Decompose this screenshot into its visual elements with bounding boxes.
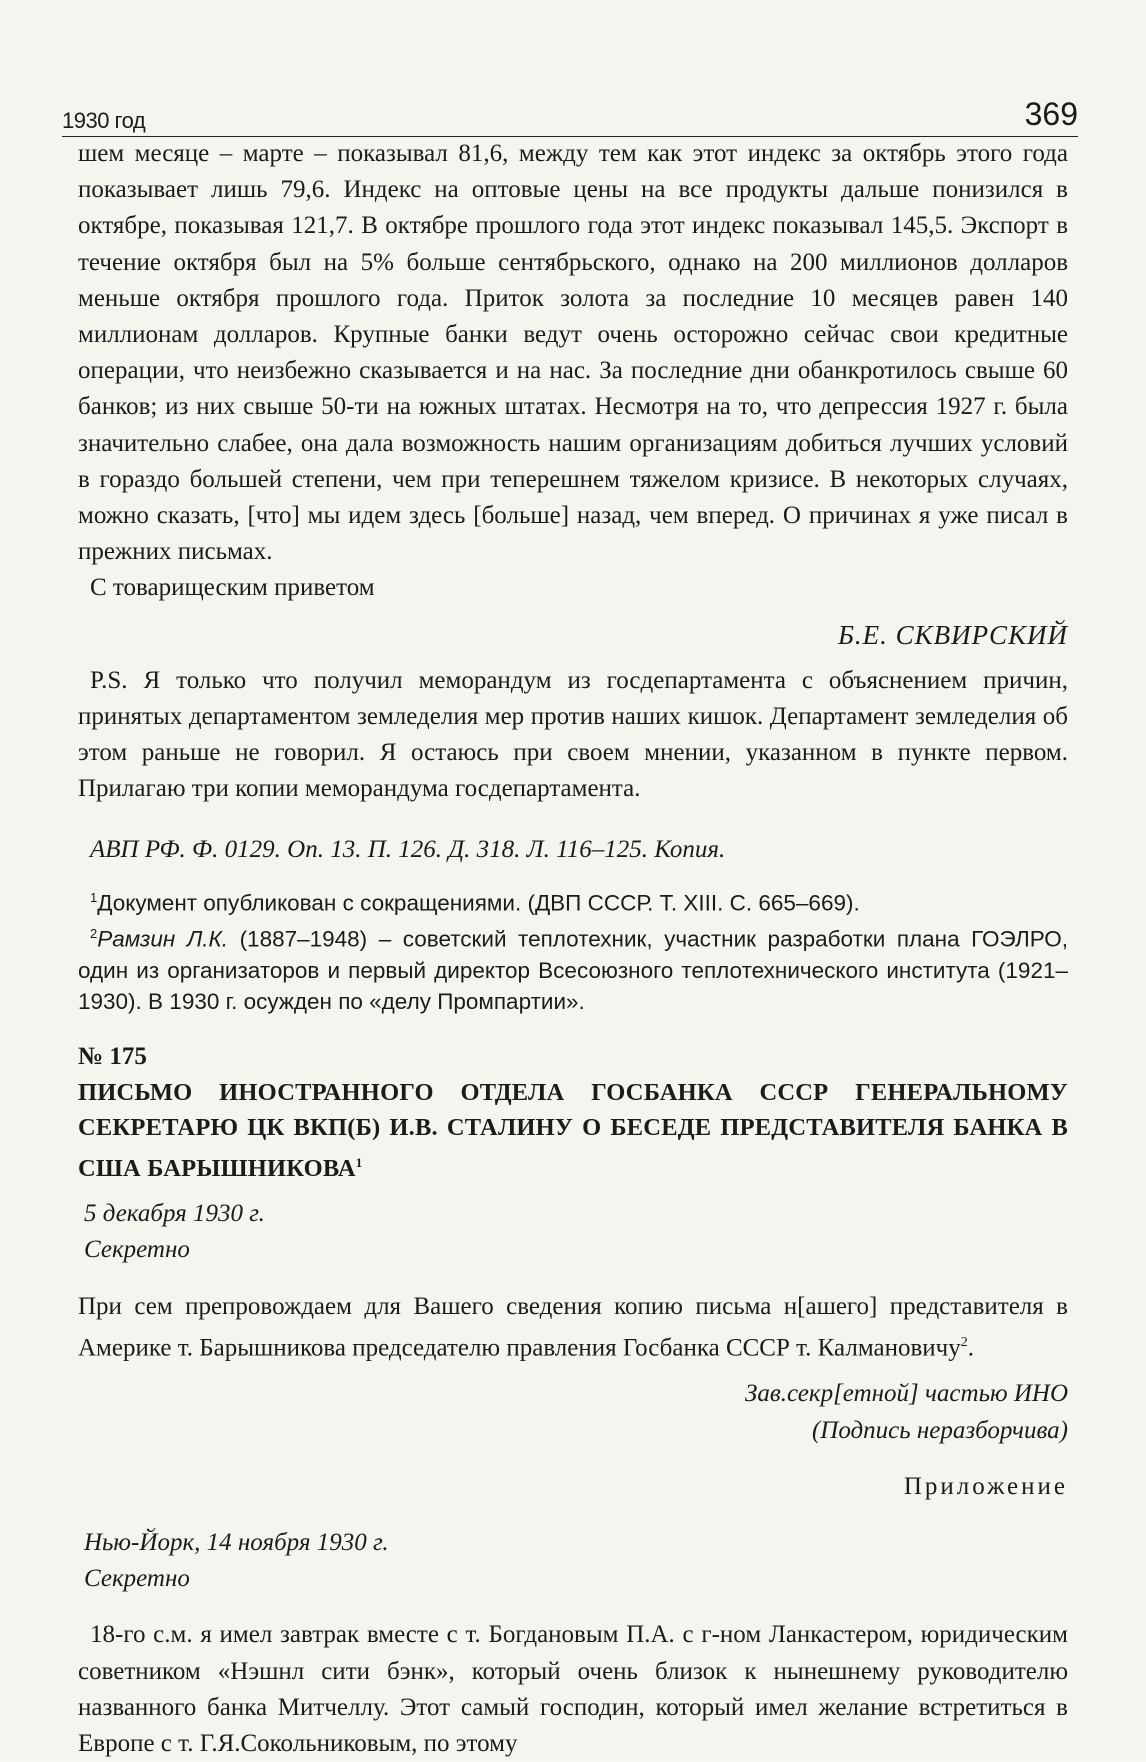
running-header: [62, 96, 1078, 137]
header-year: 1930 год: [62, 108, 146, 133]
appendix-classification: Секретно: [84, 1565, 190, 1593]
appendix-text: 18-го с.м. я имел завтрак вместе с т. Богдановым П.А. с г-ном Ланкастером, юридическим советником «Нэшнл сити бэнк», который очень близок к нынешнему руководителю названного банка Митчеллу. Этот самый господин, который имел желание встретиться в Европе с т. Г.Я.Сокольниковым, по этому: [78, 1621, 1068, 1757]
signature: Б.Е. СКВИРСКИЙ: [837, 619, 1068, 650]
footnote-name: Рамзин Л.К.: [97, 926, 229, 952]
appendix-dateline: [84, 1525, 1068, 1597]
document-title: ПИСЬМО ИНОСТРАННОГО ОТДЕЛА ГОСБАНКА СССР ГЕНЕРАЛЬНОМУ СЕКРЕТАРЮ ЦК ВКП(Б) И.В. СТАЛИНУ О БЕСЕДЕ ПРЕДСТАВИТЕЛЯ БАНКА В США БАРЫШНИКОВА$^1$: [78, 1079, 1068, 1183]
cover-footnote-mark: 2: [960, 1334, 968, 1350]
signer-note: (Подпись неразборчива): [811, 1416, 1068, 1444]
footnote-text: (1887–1948) – советский теплотехник, участник разработки плана ГОЭЛРО, один из организаторов и первый директор Всесоюзного теплотехнического института (1921–1930). В 1930 г. осужден по «делу Промпартии».: [78, 926, 1068, 1014]
title-footnote-mark: 1: [355, 1155, 363, 1171]
page-number: 369: [1024, 96, 1078, 132]
footnote-mark: 2: [90, 926, 98, 942]
document-dateline: [84, 1196, 1068, 1268]
postscript: P.S. Я только что получил меморандум из госдепартамента с объяснением причин, принятых департаментом земледелия мер против наших кишок. Департамент земледелия об этом раньше не говорил. Я остаюсь при своем мнении, указанном в пункте первом. Прилагаю три копии меморандума госдепартамента.: [78, 666, 1068, 803]
body-paragraph: шем месяце – марте – показывал 81,6, между тем как этот индекс за октябрь этого года показывает лишь 79,6. Индекс на оптовые цены на все продукты дальше понизился в октябре, показывая 121,7. В октябре прошлого года этот индекс показывал 145,5. Экспорт в течение октября был на 5% больше сентябрьского, однако на 200 миллионов долларов меньше октября прошлого года. Приток золота за последние 10 месяцев равен 140 миллионам долларов. Крупные банки ведут очень осторожно сейчас свои кредитные операции, что неизбежно сказывается и на нас. За последние дни обанкротилось свыше 60 банков; из них свыше 50-ти на южных штатах. Несмотря на то, что депрессия 1927 г. была значительно слабее, она дала возможность нашим организациям добиться лучших условий в гораздо большей степени, чем при теперешнем тяжелом кризисе. В некоторых случаях, можно сказать, [что] мы идем здесь [больше] назад, чем вперед. О причинах я уже писал в прежних письмах.: [78, 140, 1068, 566]
page-content: [78, 136, 1068, 1762]
document-classification: Секретно: [84, 1236, 190, 1264]
appendix-label: Приложение: [903, 1472, 1068, 1500]
archive-source: АВП РФ. Ф. 0129. Оп. 13. П. 126. Д. 318. Л. 116–125. Копия.: [90, 835, 726, 863]
footnote-1: [78, 882, 1068, 919]
signer-block: [78, 1376, 1068, 1448]
document-date: 5 декабря 1930 г.: [84, 1200, 265, 1228]
footnote-2: [78, 918, 1068, 1017]
cover-letter: При сем препровождаем для Вашего сведения копию письма н[ашего] представителя в Америке т. Барышникова председателю правления Госбанка СССР т. Калмановичу$^2$.: [78, 1292, 1068, 1362]
footnote-mark: 1: [90, 889, 98, 905]
footnote-text: Документ опубликован с сокращениями. (ДВП СССР. Т. XIII. С. 665–669).: [97, 890, 860, 916]
greeting: С товарищеским приветом: [90, 574, 375, 602]
appendix-place-date: Нью-Йорк, 14 ноября 1930 г.: [84, 1528, 389, 1556]
signer-title: Зав.секр[етной] частью ИНО: [745, 1380, 1068, 1408]
document-number: № 175: [78, 1042, 147, 1070]
footnotes: [78, 882, 1068, 1017]
